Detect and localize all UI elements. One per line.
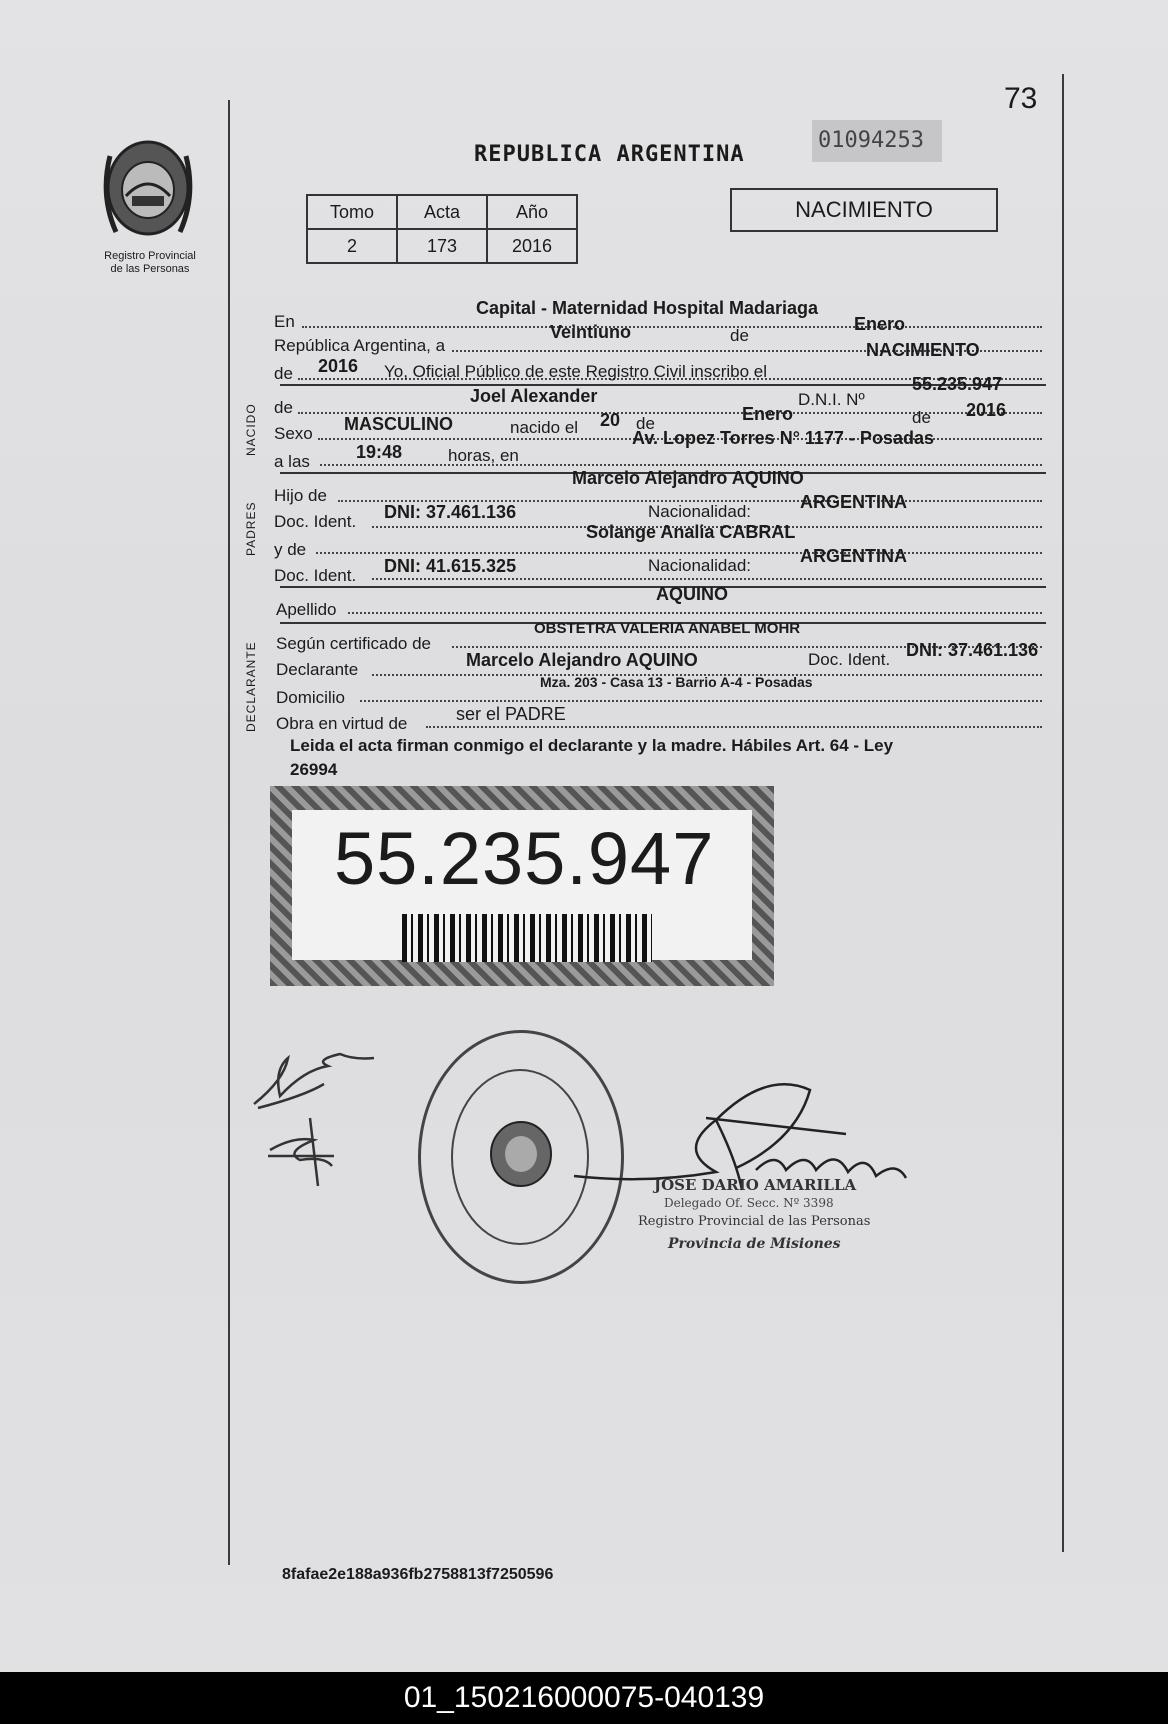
footer-code: 01_150216000075-040139 bbox=[403, 1681, 765, 1714]
birth-time-value: 19:48 bbox=[356, 442, 403, 462]
official-title: Delegado Of. Secc. Nº 3398 bbox=[664, 1196, 834, 1210]
birth-day-value: 20 bbox=[600, 410, 621, 430]
father-name: Marcelo Alejandro AQUINO bbox=[572, 468, 804, 488]
doc-label: Doc. Ident. bbox=[274, 512, 357, 531]
document-title: REPUBLICA ARGENTINA bbox=[474, 142, 745, 167]
nacido-el-label: nacido el bbox=[510, 418, 579, 437]
nacido-de-label: de bbox=[274, 398, 293, 417]
mother-name: Solange Analia CABRAL bbox=[586, 522, 796, 542]
birth-month-value: Enero bbox=[742, 404, 794, 424]
dni-label: D.N.I. Nº bbox=[798, 390, 865, 409]
oficial-text: Yo, Oficial Público de este Registro Civil inscribo el bbox=[384, 362, 767, 381]
father-nationality: ARGENTINA bbox=[800, 492, 907, 512]
birth-address-value: Av. Lopez Torres N° 1177 - Posadas bbox=[632, 428, 934, 448]
record-table bbox=[306, 194, 578, 264]
closing-note-line2: 26994 bbox=[290, 760, 338, 779]
serial-label-sticker bbox=[270, 786, 774, 986]
birth-de-label: de bbox=[636, 414, 655, 433]
sexo-value: MASCULINO bbox=[344, 414, 453, 434]
logo-caption-line2: de las Personas bbox=[110, 263, 190, 275]
dotted-line bbox=[348, 612, 1042, 614]
declarante-signature-icon bbox=[244, 1000, 404, 1200]
nacionalidad-label: Nacionalidad: bbox=[648, 556, 752, 575]
serial-label-number: 55.235.947 bbox=[334, 817, 715, 900]
dotted-line bbox=[426, 726, 1042, 728]
record-table-cell: 173 bbox=[397, 229, 487, 263]
record-table-header: Tomo bbox=[307, 195, 397, 229]
closing-note-line1: Leida el acta firman conmigo el declarante y la madre. Hábiles Art. 64 - Ley bbox=[290, 736, 894, 755]
stamp-crest-icon bbox=[487, 1119, 555, 1189]
place-value: Capital - Maternidad Hospital Madariaga bbox=[476, 298, 819, 318]
child-name: Joel Alexander bbox=[470, 386, 598, 406]
de-label: de bbox=[730, 326, 749, 345]
inscribe-type-value: NACIMIENTO bbox=[866, 340, 980, 360]
father-doc: DNI: 37.461.136 bbox=[384, 502, 517, 522]
official-province: Provincia de Misiones bbox=[668, 1236, 841, 1252]
doc-label: Doc. Ident. bbox=[274, 566, 357, 585]
dotted-line bbox=[316, 552, 1042, 554]
official-name: JOSE DARIO AMARILLA bbox=[654, 1176, 857, 1194]
official-office: Registro Provincial de las Personas bbox=[638, 1214, 871, 1229]
right-margin-rule bbox=[1062, 74, 1064, 1552]
left-margin-rule bbox=[228, 100, 230, 1565]
footer-code-bar bbox=[0, 1672, 1168, 1724]
apellido-label: Apellido bbox=[276, 600, 337, 619]
nacido-section-label: NACIDO bbox=[244, 403, 258, 456]
obra-value: ser el PADRE bbox=[456, 704, 566, 724]
month-value: Enero bbox=[854, 314, 906, 334]
dotted-line bbox=[302, 326, 1042, 328]
dotted-line bbox=[360, 700, 1042, 702]
record-table-header: Año bbox=[487, 195, 577, 229]
obra-label: Obra en virtud de bbox=[276, 714, 408, 733]
nacionalidad-label: Nacionalidad: bbox=[648, 502, 752, 521]
record-table-header-row bbox=[307, 195, 577, 229]
republica-label: República Argentina, a bbox=[274, 336, 446, 355]
serial-number: 01094253 bbox=[818, 128, 924, 153]
province-logo bbox=[96, 136, 200, 248]
mother-doc: DNI: 41.615.325 bbox=[384, 556, 517, 576]
day-words-value: Veintiuno bbox=[550, 322, 631, 342]
year-value: 2016 bbox=[318, 356, 359, 376]
province-seal-icon bbox=[96, 136, 200, 248]
birth-year-value: 2016 bbox=[966, 400, 1007, 420]
apellido-value: AQUINO bbox=[656, 584, 728, 604]
horas-label: horas, en bbox=[448, 446, 519, 465]
declarante-section-label: DECLARANTE bbox=[244, 641, 258, 732]
domicilio-value: Mza. 203 - Casa 13 - Barrio A-4 - Posadas bbox=[540, 674, 813, 690]
dotted-line bbox=[372, 578, 1042, 580]
record-table-cell: 2016 bbox=[487, 229, 577, 263]
serial-label-face bbox=[292, 810, 752, 960]
domicilio-label: Domicilio bbox=[276, 688, 345, 707]
logo-caption-line1: Registro Provincial bbox=[104, 250, 196, 262]
child-dni: 55.235.947 bbox=[912, 374, 1003, 394]
alas-label: a las bbox=[274, 452, 310, 471]
mother-nationality: ARGENTINA bbox=[800, 546, 907, 566]
sexo-label: Sexo bbox=[274, 424, 313, 443]
de-year-label: de bbox=[274, 364, 293, 383]
logo-caption bbox=[92, 250, 208, 276]
declarante-doc-label: Doc. Ident. bbox=[808, 650, 891, 669]
declarante-label: Declarante bbox=[276, 660, 359, 679]
record-table-header: Acta bbox=[397, 195, 487, 229]
dotted-line bbox=[320, 464, 1042, 466]
padres-section-label: PADRES bbox=[244, 501, 258, 556]
yde-label: y de bbox=[274, 540, 307, 559]
record-table-value-row bbox=[307, 229, 577, 263]
birth-de-label: de bbox=[912, 408, 931, 427]
declarante-value: Marcelo Alejandro AQUINO bbox=[466, 650, 698, 670]
serial-barcode bbox=[402, 914, 652, 962]
record-table-cell: 2 bbox=[307, 229, 397, 263]
hijo-label: Hijo de bbox=[274, 486, 327, 505]
document-type-box: NACIMIENTO bbox=[730, 188, 998, 232]
certificado-value: OBSTETRA VALERIA ANABEL MOHR bbox=[534, 620, 801, 637]
page-number: 73 bbox=[1004, 82, 1038, 115]
document-hash: 8fafae2e188a936fb2758813f7250596 bbox=[282, 1566, 554, 1583]
en-label: En bbox=[274, 312, 295, 331]
declarante-doc: DNI: 37.461.136 bbox=[906, 640, 1039, 660]
certificado-label: Según certificado de bbox=[276, 634, 431, 653]
